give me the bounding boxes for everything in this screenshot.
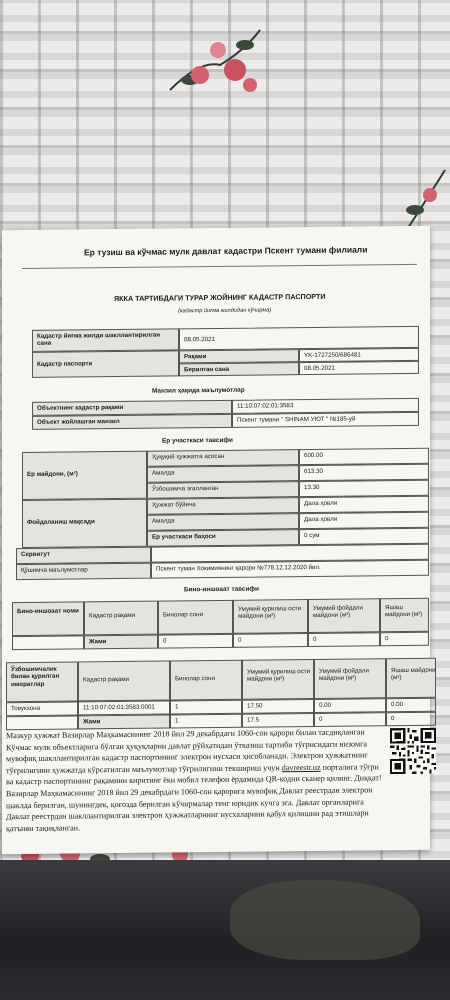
u-row-count: 1 (175, 703, 179, 711)
legal-doc-value-cell (299, 448, 429, 465)
number-label: Рақами (184, 353, 207, 361)
u-row-living: 0.00 (391, 701, 404, 709)
u-row-living-cell (386, 698, 436, 713)
bcol-name: Бино-иншоаат номи (17, 607, 79, 616)
extra-label: Қўшимча маълумотлар (21, 566, 88, 575)
extra-value-cell (151, 560, 429, 579)
actual-value-cell (299, 464, 429, 481)
passport-label: Кадастр паспорти (37, 360, 93, 368)
unauth-value: 13.30 (304, 483, 320, 492)
bcol-count: Бинолар сони (163, 611, 203, 619)
u-total-living-cell (386, 712, 436, 727)
bcol-count-cell (158, 600, 233, 635)
b-total-living-cell (380, 632, 429, 647)
land-area-label-cell (22, 451, 147, 500)
u-total-count: 1 (175, 717, 179, 725)
ucol-cadnum-cell (78, 660, 170, 701)
extra-value: Пскент туман Хокимиянинг қарори №778.12.12.2020 йил. (156, 563, 321, 573)
price-value-cell (299, 528, 429, 545)
ucol-name-cell (6, 661, 78, 702)
footer-text-part2: порталига тўғри ва кадастр паспортининг рақамини киритинг ёки мобил телефон ёрдамида QR-кодни сканер қилинг. Диққат! Вазирлар Маҳкамасининг 2018 йил 29 декабрдаги 1060-сон қарорига мувофиқ Давлат реестрдан электрон шаклда берилган, шунингдек, қоғозда берилган кўчирмалар тенг юридик кучга эга. Давлат органларига Давлат реестрдан шакллантирилган электрон ҳужжатларнинг нусхаларини қабул қилишни рад этишлари қатъиян тақиқланган. (6, 762, 382, 833)
u-row-cadnum: 11:10:07:02:01:3583:0001 (83, 703, 155, 712)
b-total-count: 0 (163, 637, 167, 645)
ucol-useful-cell (314, 658, 386, 699)
issued-value-cell (299, 361, 419, 375)
bcol-cadnum-cell (84, 601, 158, 636)
cadnum-value: 11:10:07:02:01:3583 (237, 402, 294, 410)
number-value-cell (299, 348, 419, 362)
u-row-cadnum-cell (78, 700, 170, 715)
usage-actual-value-cell (299, 512, 429, 529)
passport-label-cell (32, 350, 179, 378)
bcol-name-cell (12, 601, 84, 636)
location-label: Объект жойлашган манзил (37, 418, 120, 426)
ucol-living-cell (386, 658, 436, 699)
extra-label-cell (16, 563, 151, 580)
usage-actual-label-cell (147, 513, 299, 531)
u-total-useful: 0 (319, 715, 323, 723)
issued-label-cell (179, 362, 299, 376)
price-label: Ер участкаси баҳоси (152, 533, 216, 541)
u-total-count-cell (170, 714, 242, 729)
legal-doc-label: Ҳуқуқий ҳужжатга асосан (152, 452, 225, 461)
flower-decoration-icon (160, 20, 270, 115)
u-row-name: Товукхона (11, 704, 41, 713)
legal-doc-label-cell (147, 449, 299, 467)
u-row-total: 17.50 (247, 702, 263, 710)
actual-label: Амалда (152, 469, 175, 477)
u-total-useful-cell (314, 712, 386, 727)
actual-value: 613.30 (304, 467, 323, 476)
u-total-label-cell (78, 714, 170, 729)
number-value: YK-1727250/686481 (304, 351, 361, 360)
number-label-cell (179, 349, 299, 363)
bcol-useful-cell (308, 598, 380, 633)
bcol-total-cell (233, 599, 308, 634)
legal-footer-text (6, 726, 384, 834)
land-section-title: Ер участкаси тавсифи (162, 436, 233, 445)
by-doc-value-cell (299, 496, 429, 513)
issued-label: Берилган сана (184, 365, 230, 374)
document-subtitle: (кадастр йиғма жилдидан кўчирма) (178, 307, 272, 315)
bcol-living: Яшаш майдони (м²) (385, 604, 423, 619)
formed-date-label-cell (32, 328, 179, 352)
ucol-useful: Умумий фойдали майдони (м²) (319, 667, 369, 683)
bcol-cadnum: Кадастр рақами (89, 611, 135, 620)
u-total-area: 17.5 (247, 716, 260, 724)
price-label-cell (147, 529, 299, 547)
location-value: Пскент тумани " SHINAM УЮТ " №185-уй (237, 415, 356, 424)
servitude-label: Сервитут (21, 550, 51, 559)
ucol-count: Бинолар сони (175, 675, 215, 683)
u-total-label: Жами (83, 718, 101, 726)
location-value-cell (232, 412, 419, 428)
b-total-count-cell (158, 634, 233, 649)
formed-date-value-cell (179, 326, 419, 351)
ucol-name: Ўзбошимчалик билан қурилган иморатлар (11, 665, 60, 688)
ucol-count-cell (170, 660, 242, 701)
document-header: Ер тузиш ва кўчмас мулк давлат кадастри Пскент тумани филиали (84, 244, 368, 258)
usage-actual-label: Амалда (152, 517, 175, 525)
floor-detail (230, 880, 420, 960)
unauth-label-cell (147, 481, 299, 499)
usage-label: Фойдаланиш мақсади (27, 518, 95, 526)
bcol-total: Умумий қурилиш ости майдони (м²) (238, 605, 302, 621)
by-doc-label: Ҳужжат бўйича (152, 501, 196, 509)
b-total-area: 0 (238, 636, 242, 644)
ucol-total-cell (242, 659, 314, 700)
b-total-label: Жами (89, 638, 107, 646)
davreestr-link[interactable]: davreestr.uz (281, 762, 321, 773)
address-section-title: Манзил ҳақида маълумотлар (152, 386, 245, 395)
u-total-area-cell (242, 713, 314, 728)
unauth-label: Ўзбошимча эгалланган (152, 484, 219, 493)
servitude-label-cell (16, 547, 151, 564)
formed-date-label: Кадастр йиғма жилди шакллантирилган сана (37, 331, 160, 348)
b-total-area-cell (233, 633, 308, 648)
b-total-living: 0 (385, 635, 389, 643)
unauth-value-cell (299, 480, 429, 497)
ucol-total: Умумий қурилиш ости майдони (м²) (247, 668, 311, 684)
by-doc-value: Дала ҳовли (304, 499, 338, 508)
bcol-living-cell (380, 598, 429, 633)
u-total-living: 0 (391, 715, 395, 723)
u-row-useful: 0.00 (319, 701, 332, 709)
header-divider (22, 264, 417, 269)
u-row-count-cell (170, 700, 242, 715)
b-total-empty-cell (12, 635, 84, 650)
u-row-name-cell (6, 701, 78, 716)
qr-code-icon[interactable] (390, 728, 436, 774)
usage-actual-value: Дала ҳовли (304, 515, 338, 524)
building-section-title: Бино-иншоаат тавсифи (184, 585, 259, 594)
land-area-label: Ер майдони, (м²) (27, 470, 78, 478)
u-total-empty-cell (6, 715, 78, 730)
u-row-useful-cell (314, 698, 386, 713)
issued-value: 08.05.2021 (304, 364, 335, 373)
document-title: ЯККА ТАРТИБДАГИ ТУРАР ЖОЙНИНГ КАДАСТР ПАСПОРТИ (114, 291, 326, 304)
actual-label-cell (147, 465, 299, 483)
footer-text-part1: Мазкур ҳужжат Вазирлар Маҳкамасининг 2018 йил 29 декабрдаги 1060-сон қарори билан тасдиқланган Кўчмас мулк объектларига бўлган ҳуқуқларни давлат рўйхатидан ўтказиш тартиби тўғрисидаги низомга мувофиқ шакллантирилган кадастр паспортининг электрон нусхаси ҳисобланади. Электрон ҳужжатнинг тўғрилигини ҳужжатда кўрсатилган маълумотлар тўғрилигини текшириш учун (6, 727, 368, 775)
ucol-living: Яшаш майдони (м²) (391, 666, 436, 682)
legal-doc-value: 600.00 (304, 451, 323, 460)
ucol-cadnum: Кадастр рақами (83, 675, 129, 684)
b-total-label-cell (84, 635, 158, 650)
u-row-total-cell (242, 699, 314, 714)
by-doc-label-cell (147, 497, 299, 515)
cadnum-label: Объектнинг кадастр рақами (37, 403, 124, 412)
b-total-useful-cell (308, 632, 380, 647)
price-value: 0 сум (304, 531, 320, 540)
usage-label-cell (22, 499, 147, 548)
bcol-useful: Умумий фойдали майдони (м²) (313, 604, 363, 620)
location-label-cell (32, 414, 232, 430)
cadastral-passport-document (2, 226, 436, 854)
formed-date-value: 08.05.2021 (184, 336, 215, 344)
b-total-useful: 0 (313, 635, 317, 643)
